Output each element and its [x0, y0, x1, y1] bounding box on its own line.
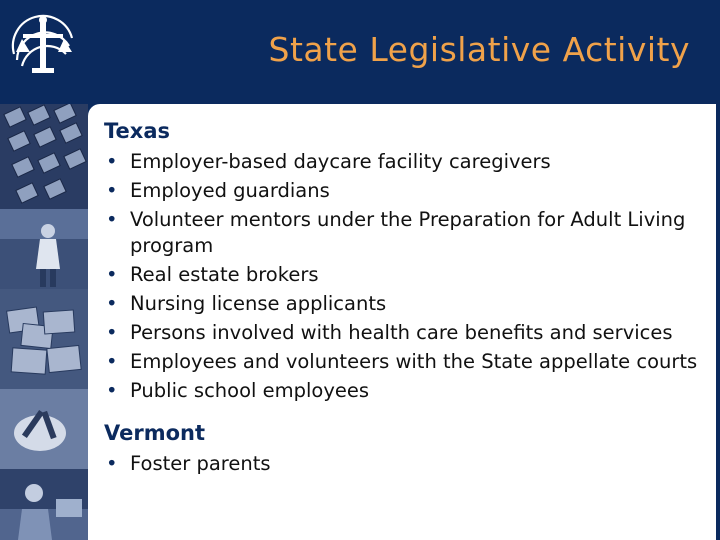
list-item: [104, 178, 702, 204]
bullet-icon: •: [106, 208, 118, 231]
list-item-text: Real estate brokers: [130, 263, 319, 286]
list-item: [104, 451, 702, 477]
keyboard-photo: [0, 104, 88, 209]
scales-of-justice-icon: [6, 8, 80, 82]
list-item: [104, 291, 702, 317]
bullet-icon: •: [106, 292, 118, 315]
header-bar: [0, 0, 720, 104]
bullet-icon: •: [106, 350, 118, 373]
list-item-text: Persons involved with health care benefits and services: [130, 321, 673, 344]
list-item: [104, 149, 702, 175]
photo-strip: [0, 104, 88, 540]
list-item-text: Employed guardians: [130, 179, 330, 202]
person-walking-photo: [0, 209, 88, 289]
list-item: [104, 349, 702, 375]
texas-list: [104, 149, 702, 404]
list-item: [104, 320, 702, 346]
list-item: [104, 262, 702, 288]
bullet-icon: •: [106, 150, 118, 173]
office-worker-photo: [0, 469, 88, 540]
section-heading-vermont: Vermont: [104, 421, 206, 445]
files-photo: [0, 289, 88, 389]
slide-title: State Legislative Activity: [268, 30, 690, 69]
list-item-text: Nursing license applicants: [130, 292, 387, 315]
bullet-icon: •: [106, 379, 118, 402]
list-item-text: Volunteer mentors under the Preparation for Adult Living program: [130, 208, 686, 257]
content-panel: [88, 104, 716, 540]
list-item-text: Public school employees: [130, 379, 370, 402]
bullet-icon: •: [106, 179, 118, 202]
bullet-icon: •: [106, 263, 118, 286]
list-item: [104, 207, 702, 259]
vermont-list: [104, 451, 702, 477]
car-keys-photo: [0, 389, 88, 469]
section-heading-texas: Texas: [104, 119, 170, 143]
list-item-text: Foster parents: [130, 452, 271, 475]
list-item: [104, 378, 702, 404]
list-item-text: Employer-based daycare facility caregivers: [130, 150, 551, 173]
bullet-icon: •: [106, 452, 118, 475]
list-item-text: Employees and volunteers with the State appellate courts: [130, 350, 698, 373]
bullet-icon: •: [106, 321, 118, 344]
